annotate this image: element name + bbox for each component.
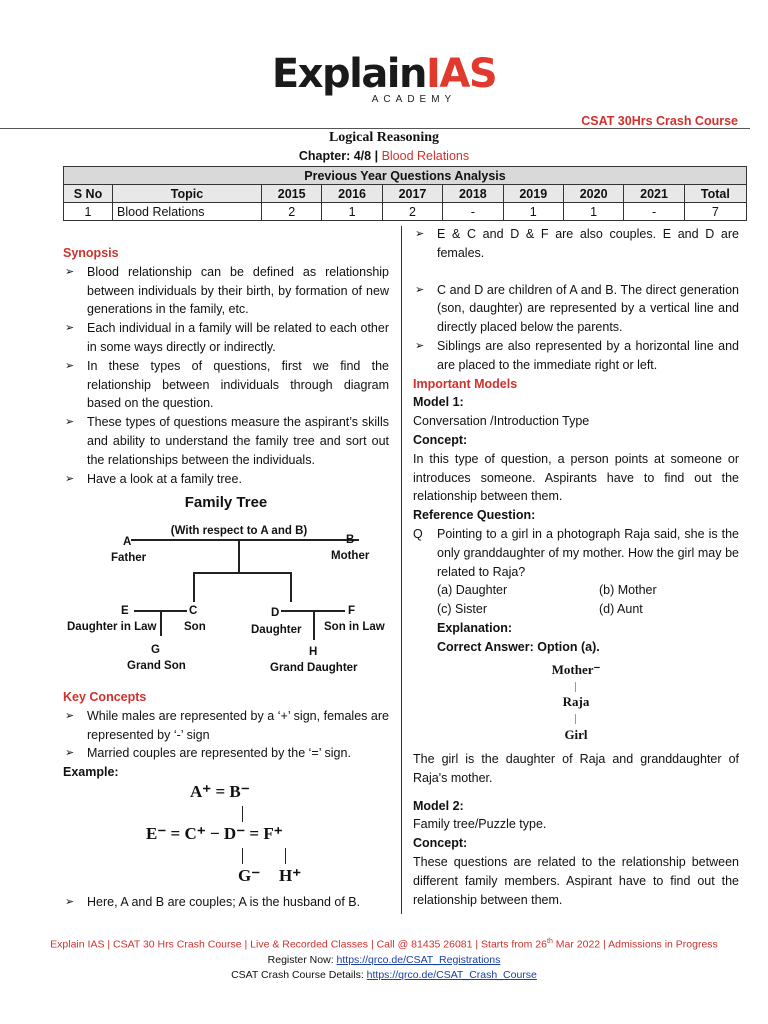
node-h: H: [309, 646, 318, 658]
formula-vline: [242, 848, 243, 864]
model2-label: Model 2:: [413, 798, 464, 813]
header-divider: [0, 128, 750, 129]
table-cell: -: [624, 203, 684, 221]
diagram-line: [575, 714, 576, 724]
synopsis-bullet: ➢ Have a look at a family tree.: [63, 470, 389, 489]
descent-line: [238, 539, 240, 572]
model2-concept-label: Concept:: [413, 836, 468, 851]
question-text: Pointing to a girl in a photograph Raja said, she is the only granddaughter of my mother. How the girl may be related to Raja?: [437, 526, 739, 579]
details-link[interactable]: https://qrco.de/CSAT_Crash_Course: [366, 968, 537, 981]
course-label: CSAT 30Hrs Crash Course: [581, 114, 738, 128]
table-cell: 2: [262, 203, 322, 221]
diagram-girl: Girl: [564, 727, 588, 742]
table-cell: 1: [563, 203, 623, 221]
couples-bullet: ➢ E & C and D & F are also couples. E and D are females.: [413, 225, 739, 263]
footer: [0, 934, 768, 983]
footer-sup: th: [547, 938, 553, 945]
key-concepts-bullet: ➢ Married couples are represented by the ‘=’ sign.: [63, 744, 389, 763]
reference-question-label: Reference Question:: [413, 508, 536, 523]
node-e-role: Daughter in Law: [67, 621, 157, 633]
table-header: 2020: [563, 185, 623, 203]
node-g: G: [151, 644, 160, 656]
register-link[interactable]: https://qrco.de/CSAT_Registrations: [336, 953, 501, 966]
table-cell: Blood Relations: [113, 203, 262, 221]
model1-type: Conversation /Introduction Type: [413, 414, 590, 429]
question-marker: Q: [413, 526, 423, 541]
formula-row2: E⁻ = C⁺ − D⁻ = F⁺: [146, 824, 283, 843]
option: (c) Sister: [437, 602, 487, 617]
to-g-line: [160, 610, 162, 636]
diagram-raja: Raja: [562, 694, 590, 709]
footer-info-text: Explain IAS | CSAT 30 Hrs Crash Course | Live & Recorded Classes | Call @ 81435 26081 | Starts from 26: [50, 938, 547, 951]
node-g-role: Grand Son: [127, 660, 186, 672]
table-header: 2015: [262, 185, 322, 203]
to-d-line: [290, 572, 292, 602]
key-concepts-bullet: ➢ While males are represented by a ‘+’ sign, females are represented by ‘-’ sign: [63, 707, 389, 745]
synopsis-bullet: ➢ Blood relationship can be defined as relationship between individuals by their birth, by formation of new generations in the family, etc.: [63, 263, 389, 319]
footer-info-text: Mar 2022 | Admissions in Progress: [552, 938, 718, 951]
correct-answer: Correct Answer: Option (a).: [437, 639, 600, 654]
model1-concept: In this type of question, a person points at someone or introduces someone. Aspirants have to find out the relationship between them.: [413, 451, 739, 504]
formula-h: H⁺: [279, 866, 302, 885]
formula-g: G⁻: [238, 866, 261, 885]
table-header: Topic: [113, 185, 262, 203]
key-concepts-section: [63, 688, 389, 782]
options-grid: [413, 581, 739, 619]
chapter-prefix: Chapter: 4/8 |: [298, 149, 379, 163]
model1-conclusion: The girl is the daughter of Raja and granddaughter of Raja's mother.: [413, 752, 739, 785]
node-d: D: [271, 607, 280, 619]
table-cell: 1: [322, 203, 382, 221]
option: (a) Daughter: [437, 583, 508, 598]
table-cell: 7: [684, 203, 746, 221]
option: (b) Mother: [599, 583, 657, 598]
family-tree-subtitle: (With respect to A and B): [170, 525, 308, 537]
synopsis-heading: Synopsis: [63, 246, 119, 260]
node-d-role: Daughter: [251, 624, 302, 636]
table-cell: 2: [382, 203, 442, 221]
model2-type: Family tree/Puzzle type.: [413, 817, 547, 832]
formula-row1: A⁺ = B⁻: [190, 782, 250, 801]
table-caption: Previous Year Questions Analysis: [64, 167, 747, 185]
diagram-line: [575, 682, 576, 692]
table-cell: -: [443, 203, 503, 221]
logo-red-text: IAS: [426, 51, 497, 97]
option: (d) Aunt: [599, 602, 643, 617]
family-tree-diagram: [63, 494, 389, 684]
table-header: S No: [64, 185, 113, 203]
sibling-line: [193, 572, 291, 574]
footer-details: [0, 968, 768, 983]
example-label: Example:: [63, 765, 119, 780]
model-section: [413, 750, 739, 909]
node-a: A: [123, 536, 132, 548]
footer-register: [0, 953, 768, 968]
logo-dark-text: Explain: [271, 51, 426, 97]
node-e: E: [121, 605, 129, 617]
siblings-bullet: ➢ Siblings are also represented by a horizontal line and are placed to the immediate right or left.: [413, 337, 739, 375]
reference-question: [413, 525, 739, 581]
model2-concept: These questions are related to the relationship between different family members. Aspirant have to find out the relationship between them.: [413, 854, 739, 907]
node-f: F: [348, 605, 356, 617]
table-header: Total: [684, 185, 746, 203]
footer-info: [0, 934, 768, 953]
key-concepts-heading: Key Concepts: [63, 690, 147, 704]
table-row: [64, 203, 747, 221]
table-header: 2016: [322, 185, 382, 203]
logo-academy: ACADEMY: [371, 94, 457, 105]
raja-diagram: [413, 662, 739, 746]
couple-line-ab: [131, 539, 359, 541]
models-heading: Important Models: [413, 376, 518, 391]
chapter-topic: Blood Relations: [381, 149, 470, 163]
node-f-role: Son in Law: [324, 621, 385, 633]
key-concepts-bullet: ➢ Here, A and B are couples; A is the husband of B.: [63, 893, 389, 912]
key-concepts-after: [63, 893, 389, 912]
example-formula: [63, 780, 389, 890]
family-tree-title: Family Tree: [184, 494, 268, 511]
synopsis-bullet: ➢ In these types of questions, first we find the relationship between individuals through diagram based on the question.: [63, 357, 389, 413]
formula-vline: [242, 806, 243, 822]
column-divider: [401, 226, 402, 914]
model1-label: Model 1:: [413, 395, 464, 410]
register-label: Register Now:: [267, 953, 337, 966]
details-label: CSAT Crash Course Details:: [231, 968, 367, 981]
node-c-role: Son: [184, 621, 206, 633]
table-cell: 1: [64, 203, 113, 221]
to-c-line: [193, 572, 195, 602]
formula-vline: [285, 848, 286, 864]
node-h-role: Grand Daughter: [270, 662, 358, 674]
explanation-label: Explanation:: [437, 620, 513, 635]
table-header: 2021: [624, 185, 684, 203]
synopsis-bullet: ➢ These types of questions measure the aspirant’s skills and ability to understand the family tree and sort out the relationships between the individuals.: [63, 413, 389, 469]
to-h-line: [313, 610, 315, 640]
table-cell: 1: [503, 203, 563, 221]
table-header: 2017: [382, 185, 442, 203]
logo: [0, 52, 768, 105]
node-c: C: [189, 605, 198, 617]
children-bullet: ➢ C and D are children of A and B. The direct generation (son, daughter) are represented by a vertical line and directly placed below the parents.: [413, 281, 739, 337]
node-b: B: [346, 534, 355, 546]
node-b-role: Mother: [331, 550, 370, 562]
right-column: [413, 225, 739, 657]
page-title: Logical Reasoning: [328, 130, 440, 145]
node-a-role: Father: [111, 552, 147, 564]
chapter-line: [0, 149, 768, 163]
synopsis-section: [63, 244, 389, 488]
table-header: 2018: [443, 185, 503, 203]
diagram-mother: Mother⁻: [551, 662, 601, 677]
model1-concept-label: Concept:: [413, 432, 468, 447]
synopsis-bullet: ➢ Each individual in a family will be related to each other in some ways directly or indirectly.: [63, 319, 389, 357]
table-header: 2019: [503, 185, 563, 203]
pyq-table: [63, 166, 747, 221]
